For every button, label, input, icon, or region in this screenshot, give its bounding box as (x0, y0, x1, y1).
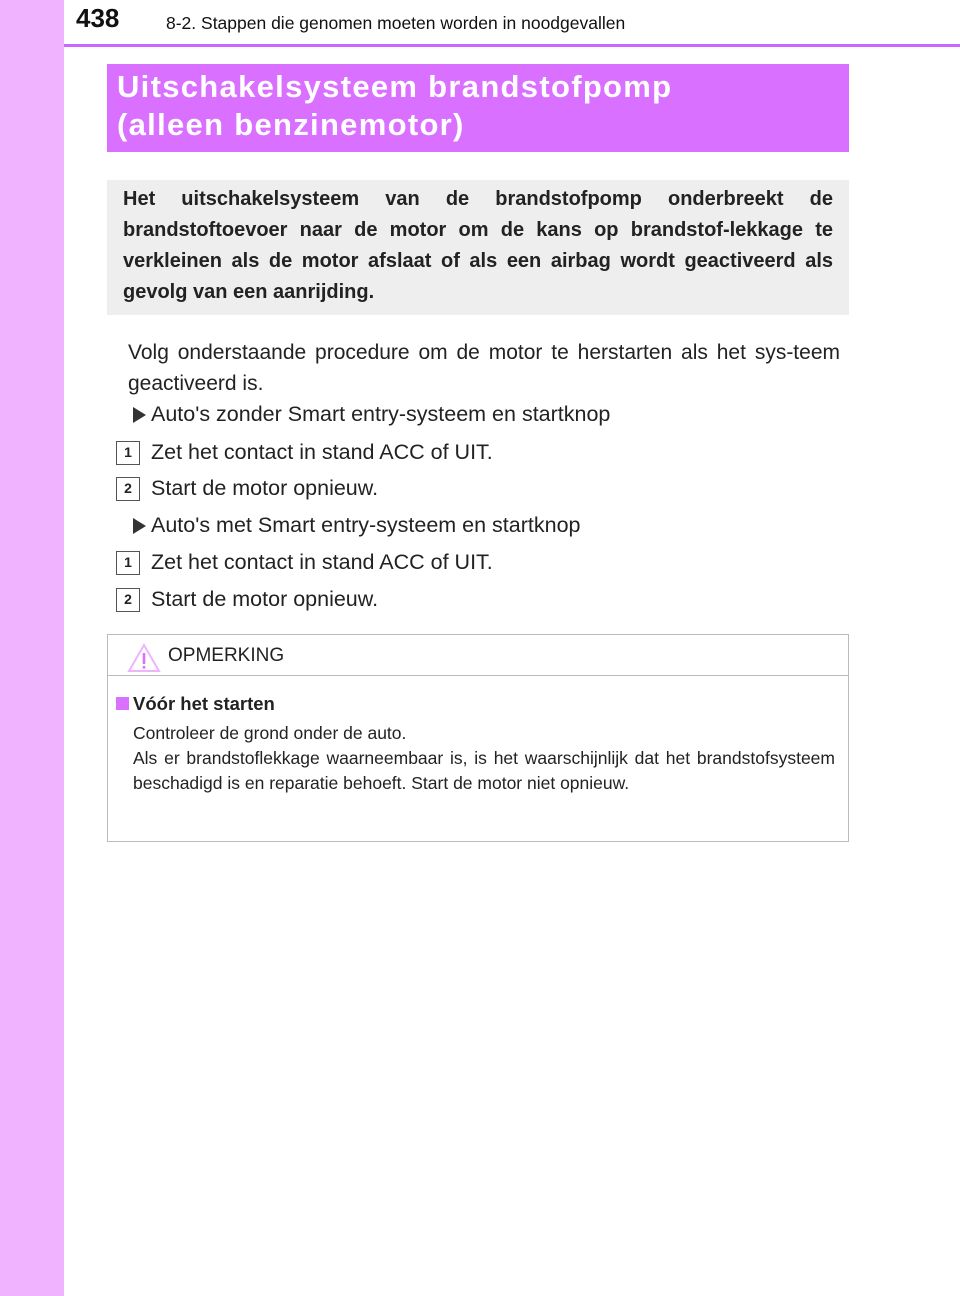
title-line-2: (alleen benzinemotor) (117, 107, 465, 142)
header-rule (64, 44, 960, 47)
note-divider (108, 675, 848, 676)
step-number: 1 (116, 441, 140, 465)
note-label: OPMERKING (168, 645, 285, 666)
arrow-right-icon (133, 407, 146, 423)
page-number: 438 (76, 3, 120, 33)
note-line: Als er brandstoflekkage waarneembaar is, is het waarschijnlijk dat het brandstofsysteem beschadigd is en reparatie behoeft. Start de motor niet opnieuw. (133, 748, 835, 793)
section-heading-text: Auto's zonder Smart entry-systeem en startknop (151, 402, 611, 426)
bullet-square-icon (116, 697, 129, 710)
section-header: 8-2. Stappen die genomen moeten worden in noodgevallen (166, 13, 626, 33)
warning-triangle-icon (127, 643, 161, 673)
arrow-right-icon (133, 518, 146, 534)
intro-box (107, 180, 849, 315)
side-tab-strip (0, 0, 64, 1296)
section-heading-text: Auto's met Smart entry-systeem en startknop (151, 513, 581, 537)
step-text: Zet het contact in stand ACC of UIT. (151, 550, 493, 574)
note-subtitle: Vóór het starten (133, 693, 275, 714)
title-line-1: Uitschakelsysteem brandstofpomp (117, 69, 673, 104)
step-number: 2 (116, 477, 140, 501)
intro-text: Het uitschakelsysteem van de brandstofpomp onderbreekt de brandstoftoevoer naar de motor om de kans op brandstof-lekkage te verkleinen als de motor afslaat of als een airbag wordt geactiveerd als gevolg van een aanrijding. (123, 188, 833, 303)
step-number: 2 (116, 588, 140, 612)
body-text: Volg onderstaande procedure om de motor te herstarten als het sys-teem geactiveerd is. (128, 341, 840, 395)
step-text: Start de motor opnieuw. (151, 587, 379, 611)
note-box (107, 634, 849, 842)
title-banner (107, 64, 849, 152)
step-number: 1 (116, 551, 140, 575)
step-text: Start de motor opnieuw. (151, 476, 379, 500)
note-line: Controleer de grond onder de auto. (133, 723, 407, 743)
note-body (133, 721, 835, 796)
step-text: Zet het contact in stand ACC of UIT. (151, 440, 493, 464)
